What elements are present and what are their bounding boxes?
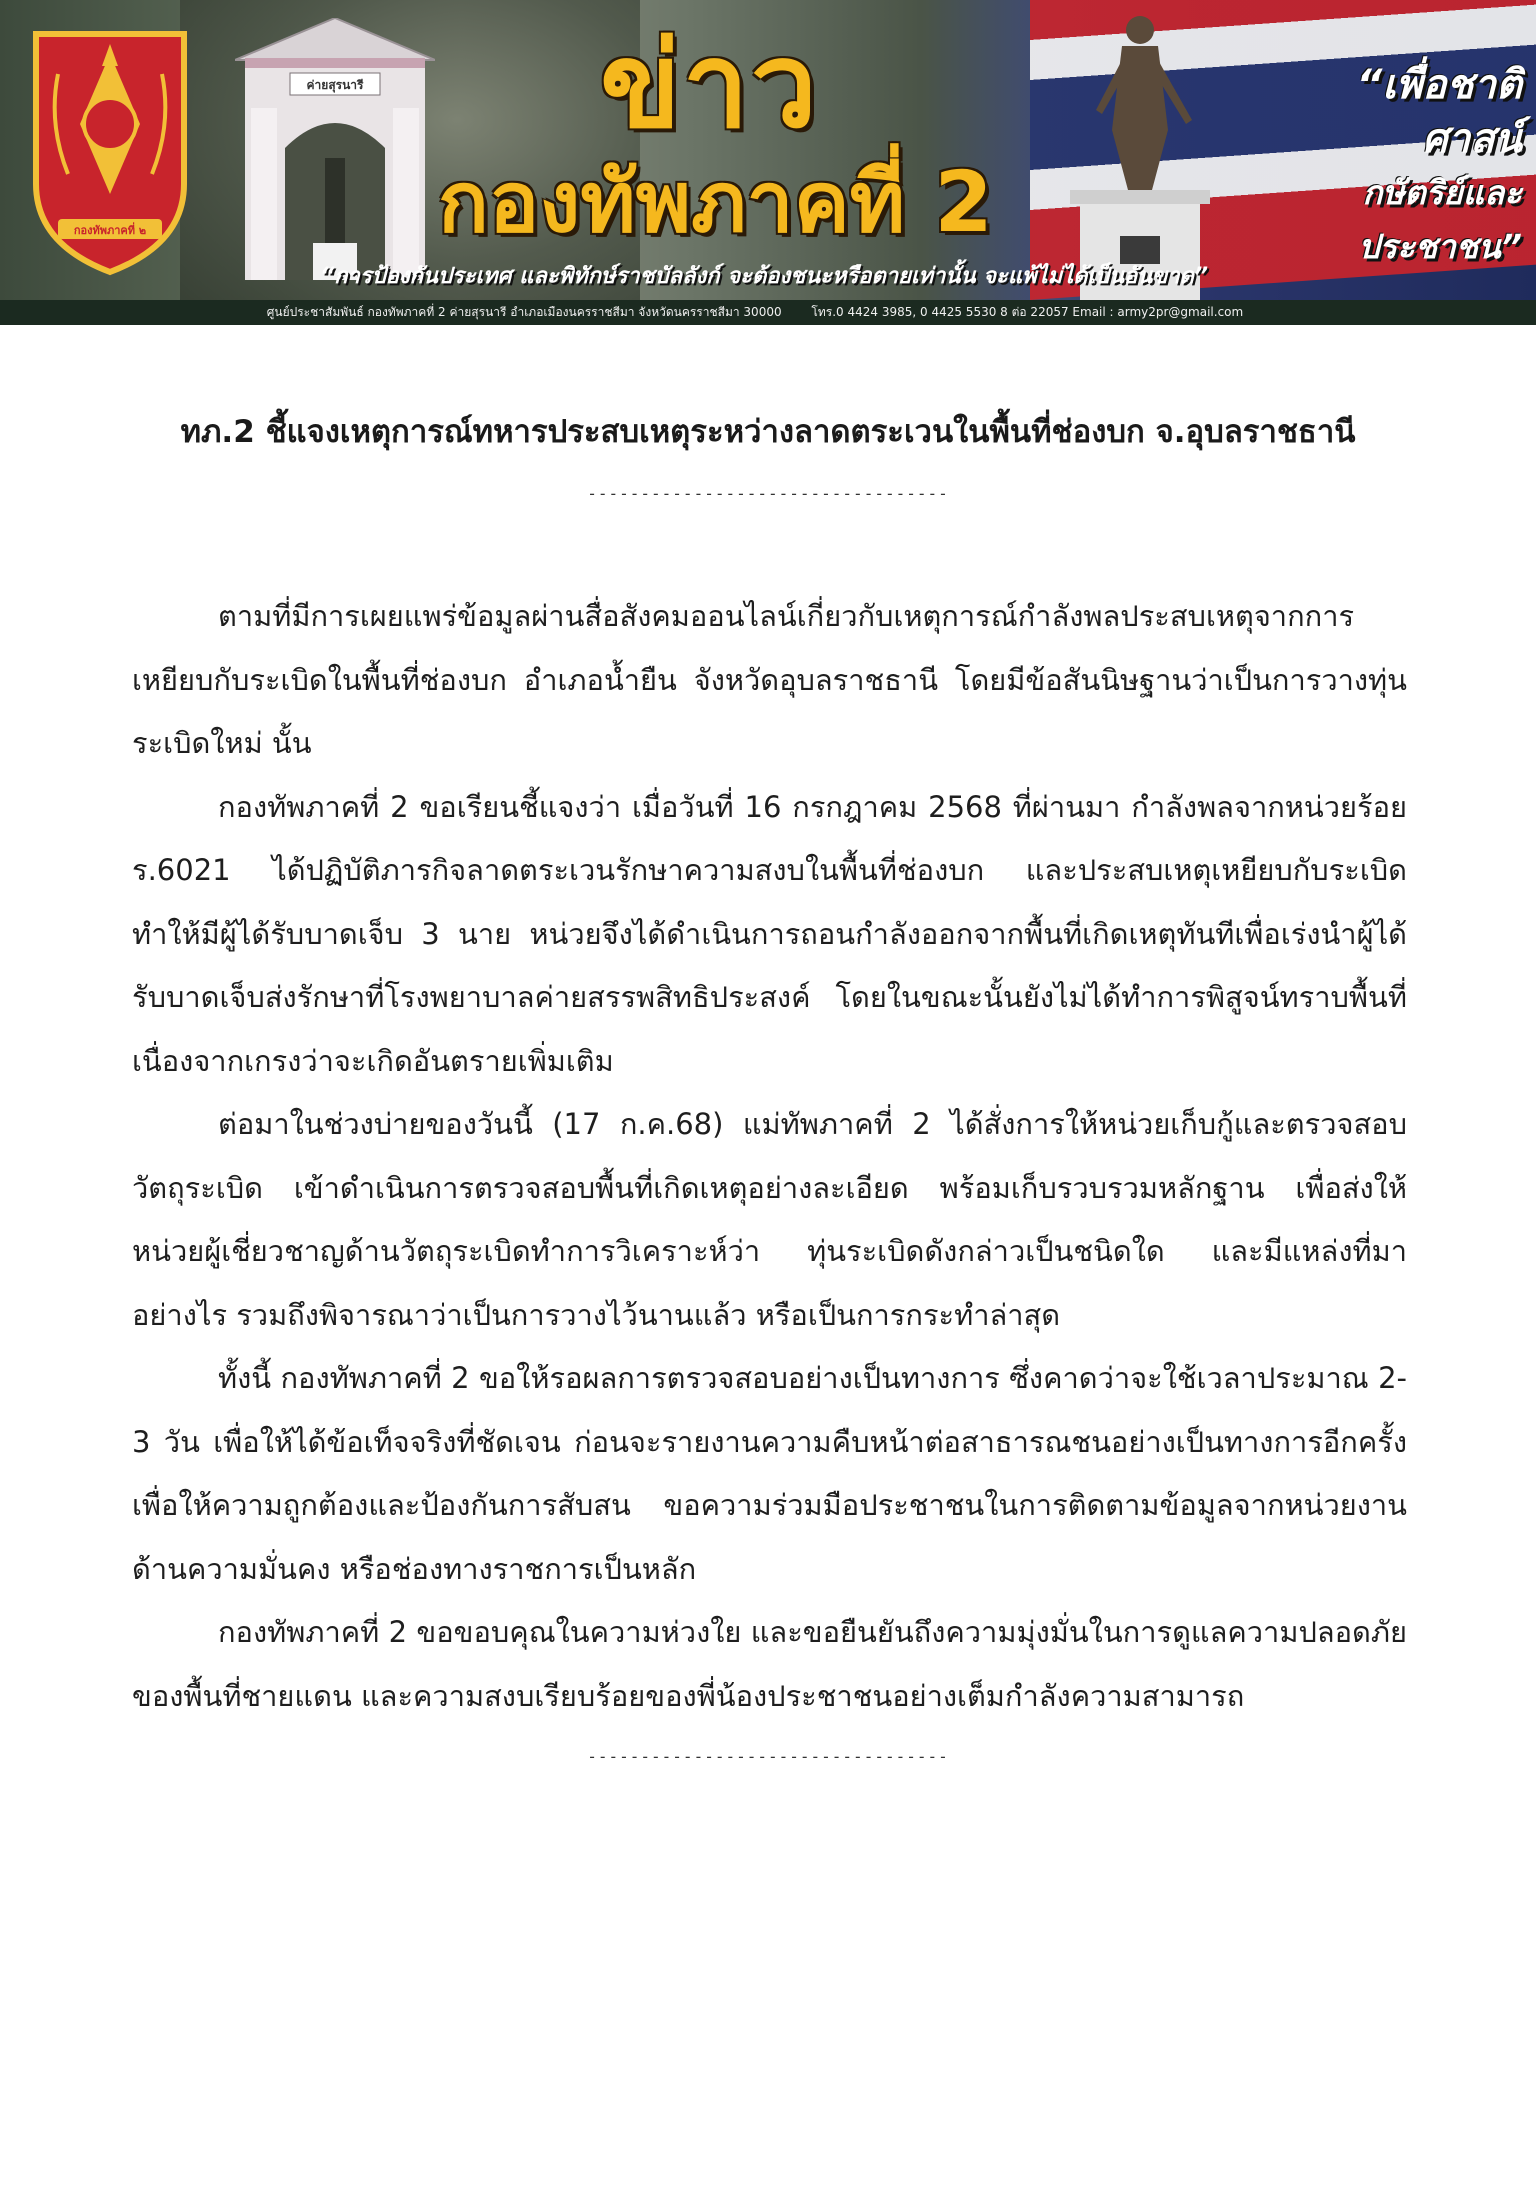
article-paragraph: กองทัพภาคที่ 2 ขอเรียนชี้แจงว่า เมื่อวันที่ 16 กรกฎาคม 2568 ที่ผ่านมา กำลังพลจากหน่วยร้อย ร.6021 ได้ปฏิบัติภารกิจลาดตระเวนรักษาความสงบในพื้นที่ช่องบก และประสบเหตุเหยียบกับระเบิด ทำให้มีผู้ได้รับบาดเจ็บ 3 นาย หน่วยจึงได้ดำเนินการถอนกำลังออกจากพื้นที่เกิดเหตุทันทีเพื่อเร่งนำผู้ได้รับบาดเจ็บส่งรักษาที่โรงพยาบาลค่ายสรรพสิทธิประสงค์ โดยในขณะนั้นยังไม่ได้ทำการพิสูจน์ทราบพื้นที่ เนื่องจากเกรงว่าจะเกิดอันตรายเพิ่มเติม <box>132 789 1407 1078</box>
article-body <box>132 585 1407 1728</box>
article-paragraph: ตามที่มีการเผยแพร่ข้อมูลผ่านสื่อสังคมออนไลน์เกี่ยวกับเหตุการณ์กำลังพลประสบเหตุจากการเหยียบกับระเบิดในพื้นที่ช่องบก อำเภอน้ำยืน จังหวัดอุบลราชธานี โดยมีข้อสันนิษฐานว่าเป็นการวางทุ่นระเบิดใหม่ นั้น <box>132 599 1407 760</box>
article-title: ทภ.2 ชี้แจงเหตุการณ์ทหารประสบเหตุระหว่างลาดตระเวนในพื้นที่ช่องบก จ.อุบลราชธานี <box>180 414 1356 450</box>
slogan-line: กษัตริย์และประชาชน” <box>1358 173 1522 266</box>
army-emblem-logo <box>28 14 192 276</box>
divider-top: ---------------------------------- <box>587 484 949 503</box>
article-paragraph: กองทัพภาคที่ 2 ขอขอบคุณในความห่วงใย และขอยืนยันถึงความมุ่งมั่นในการดูแลความปลอดภัยของพื้นที่ชายแดน และความสงบเรียบร้อยของพี่น้องประชาชนอย่างเต็มกำลังความสามารถ <box>132 1615 1407 1713</box>
banner-slogan <box>1222 58 1522 274</box>
article-paragraph: ต่อมาในช่วงบ่ายของวันนี้ (17 ก.ค.68) แม่ทัพภาคที่ 2 ได้สั่งการให้หน่วยเก็บกู้และตรวจสอบวัตถุระเบิด เข้าดำเนินการตรวจสอบพื้นที่เกิดเหตุอย่างละเอียด พร้อมเก็บรวบรวมหลักฐาน เพื่อส่งให้หน่วยผู้เชี่ยวชาญด้านวัตถุระเบิดทำการวิเคราะห์ว่า ทุ่นระเบิดดังกล่าวเป็นชนิดใด และมีแหล่งที่มาอย่างไร รวมถึงพิจารณาว่าเป็นการวางไว้นานแล้ว หรือเป็นการกระทำล่าสุด <box>132 1107 1407 1332</box>
statue-image <box>1060 0 1220 300</box>
banner-contact-bar <box>0 300 1536 325</box>
divider-bottom: ---------------------------------- <box>587 1747 949 1766</box>
contact-address: ศูนย์ประชาสัมพันธ์ กองทัพภาคที่ 2 ค่ายสุรนารี อำเภอเมืองนครราชสีมา จังหวัดนครราชสีมา 30000 <box>266 305 782 319</box>
banner-title-army-area: กองทัพภาคที่ 2 <box>438 153 993 251</box>
article-paragraph: ทั้งนี้ กองทัพภาคที่ 2 ขอให้รอผลการตรวจสอบอย่างเป็นทางการ ซึ่งคาดว่าจะใช้เวลาประมาณ 2-3 วัน เพื่อให้ได้ข้อเท็จจริงที่ชัดเจน ก่อนจะรายงานความคืบหน้าต่อสาธารณชนอย่างเป็นทางการอีกครั้ง เพื่อให้ความถูกต้องและป้องกันการสับสน ขอความร่วมมือประชาชนในการติดตามข้อมูลจากหน่วยงานด้านความมั่นคง หรือช่องทางราชการเป็นหลัก <box>132 1361 1407 1586</box>
gate-sign-text: ค่ายสุรนารี <box>306 78 364 92</box>
banner-title-news: ข่าว <box>600 16 820 154</box>
header-banner <box>0 0 1536 325</box>
slogan-line: “เพื่อชาติ <box>1356 62 1522 108</box>
banner-motto: “การป้องกันประเทศ และพิทักษ์ราชบัลลังก์ จะต้องชนะหรือตายเท่านั้น จะแพ้ไม่ได้เป็นอันขาด” <box>320 264 1209 289</box>
slogan-line: ศาสน์ <box>1422 116 1522 162</box>
contact-phone-email: โทร.0 4424 3985, 0 4425 5530 8 ต่อ 22057 Email : army2pr@gmail.com <box>811 305 1244 319</box>
emblem-label: กองทัพภาคที่ ๒ <box>73 224 147 237</box>
camp-gate-image <box>235 18 435 280</box>
